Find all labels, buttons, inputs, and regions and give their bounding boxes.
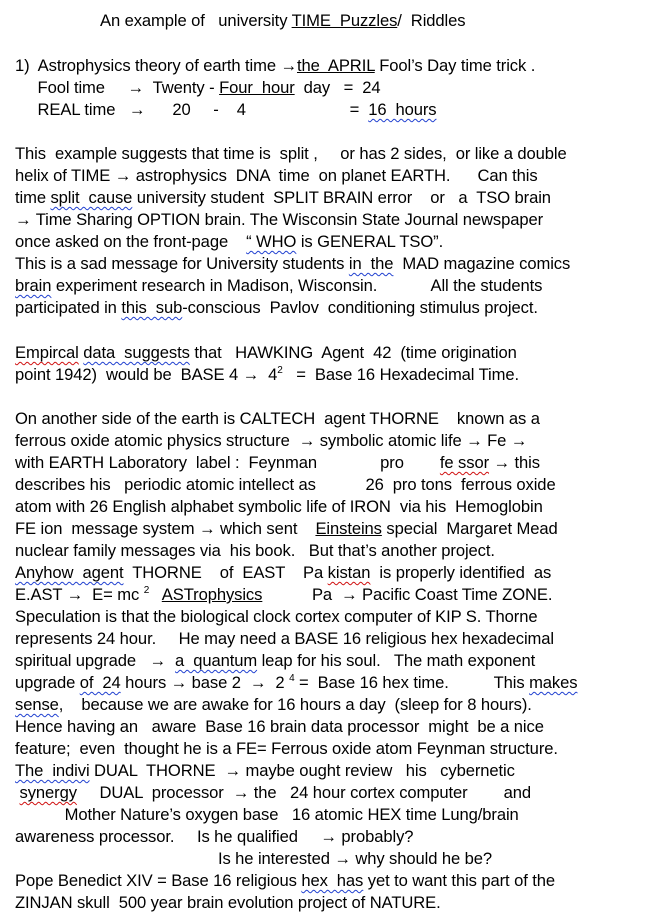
text-span: FE ion message system → which sent <box>15 519 316 538</box>
text-line <box>15 518 558 540</box>
text-line: ferrous oxide atomic physics structure → symbolic atomic life → Fe → <box>15 431 528 450</box>
underlined-span: ASTrophysics <box>161 585 263 604</box>
spelling-error-span: kistan <box>327 563 371 582</box>
text-span: upgrade <box>15 673 80 692</box>
text-line <box>15 342 517 364</box>
grammar-flag-span: The indivi <box>15 761 90 780</box>
text-line <box>15 231 443 253</box>
spelling-error-span: fe ssor <box>439 453 490 472</box>
grammar-flag-span: sense <box>15 695 59 714</box>
text-span: with EARTH Laboratory label : Feynman pro <box>15 453 440 472</box>
text-line <box>15 364 519 386</box>
text-span: experiment research in Madison, Wisconsin. All the students <box>51 276 543 295</box>
text-line <box>15 253 570 275</box>
text-span: Fool time → Twenty - <box>15 78 220 97</box>
text-line <box>15 760 515 782</box>
text-line <box>15 584 552 606</box>
grammar-flag-span: makes <box>529 673 578 692</box>
title-part: An example of university <box>100 11 292 30</box>
text-line <box>15 870 555 892</box>
text-line: Speculation is that the biological clock cortex computer of KIP S. Thorne <box>15 607 538 626</box>
grammar-flag-span: in the <box>348 254 394 273</box>
text-span: This is a sad message for University students <box>15 254 349 273</box>
text-span: , because we are awake for 16 hours a day (sleep for 8 hours). <box>58 695 532 714</box>
spelling-error-span: Empircal <box>15 343 79 362</box>
grammar-flag-span: data suggests <box>83 343 190 362</box>
text-span: time <box>15 188 51 207</box>
text-span: yet to want this part of the <box>363 871 555 890</box>
text-line: helix of TIME → astrophysics DNA time on planet EARTH. Can this <box>15 166 538 185</box>
text-span: that HAWKING Agent 42 (time origination <box>189 343 517 362</box>
text-span: point 1942) would be BASE 4 → 4 <box>15 365 278 384</box>
text-line <box>15 55 535 77</box>
text-span: Pope Benedict XIV = Base 16 religious <box>15 871 302 890</box>
text-span: participated in <box>15 298 122 317</box>
text-line <box>15 672 577 694</box>
document-title <box>100 10 465 32</box>
text-span: 1) Astrophysics theory of earth time → <box>15 56 297 75</box>
title-underlined-part: TIME Puzzles <box>291 11 398 30</box>
text-line <box>15 650 535 672</box>
text-line <box>15 99 436 121</box>
superscript: 2 <box>143 585 150 596</box>
text-span: → this <box>489 453 540 472</box>
text-span: THORNE of EAST Pa <box>123 563 328 582</box>
text-line <box>15 77 381 99</box>
text-line: → Time Sharing OPTION brain. The Wisconsin State Journal newspaper <box>15 210 544 229</box>
text-span: university student SPLIT BRAIN error or a TSO brain <box>132 188 551 207</box>
text-line <box>15 782 531 804</box>
underlined-span: Four hour <box>219 78 295 97</box>
text-span: is properly identified as <box>370 563 552 582</box>
underlined-span: Einsteins <box>315 519 382 538</box>
text-line: atom with 26 English alphabet symbolic life of IRON via his Hemoglobin <box>15 497 543 516</box>
text-span: DUAL processor → the 24 hour cortex computer and <box>76 783 532 802</box>
text-span: hours → base 2 → 2 <box>120 673 290 692</box>
text-line: nuclear family messages via his book. But that’s another project. <box>15 541 495 560</box>
text-span: REAL time → 20 - 4 = <box>15 100 369 119</box>
text-line <box>15 275 542 297</box>
text-line: represents 24 hour. He may need a BASE 16 religious hex hexadecimal <box>15 629 554 648</box>
spelling-error-span: synergy <box>19 783 77 802</box>
text-line: This example suggests that time is split , or has 2 sides, or like a double <box>15 144 567 163</box>
text-span: Fool’s Day time trick . <box>374 56 536 75</box>
text-span: DUAL THORNE → maybe ought review his cybernetic <box>89 761 515 780</box>
grammar-flag-span: “ WHO <box>246 232 297 251</box>
text-span: = Base 16 Hexadecimal Time. <box>282 365 519 384</box>
text-span: day = 24 <box>294 78 381 97</box>
text-line <box>15 562 551 584</box>
text-span: E.AST → E= mc <box>15 585 144 604</box>
text-span: = Base 16 hex time. This <box>294 673 530 692</box>
grammar-flag-span: a quantum <box>175 651 258 670</box>
underlined-span: the APRIL <box>297 56 375 75</box>
text-span: once asked on the front-page <box>15 232 247 251</box>
text-line: On another side of the earth is CALTECH agent THORNE known as a <box>15 409 540 428</box>
text-span: leap for his soul. The math exponent <box>257 651 536 670</box>
title-part: / Riddles <box>397 11 466 30</box>
grammar-flag-span: Anyhow agent <box>15 563 124 582</box>
grammar-flag-span: hex has <box>301 871 364 890</box>
text-line <box>15 452 540 474</box>
text-line: Hence having an aware Base 16 brain data processor might be a nice <box>15 717 544 736</box>
superscript: 2 <box>277 365 283 376</box>
grammar-flag-span: split cause <box>50 188 133 207</box>
text-span: -conscious Pavlov conditioning stimulus project. <box>182 298 538 317</box>
text-line: Is he interested → why should he be? <box>15 849 493 868</box>
text-line: describes his periodic atomic intellect as 26 pro tons ferrous oxide <box>15 475 556 494</box>
text-line <box>15 297 538 319</box>
text-span: is GENERAL TSO”. <box>296 232 444 251</box>
text-line <box>15 694 532 716</box>
grammar-flag-span: 16 hours <box>368 100 437 119</box>
text-line: feature; even thought he is a FE= Ferrous oxide atom Feynman structure. <box>15 739 558 758</box>
text-span: spiritual upgrade → <box>15 651 176 670</box>
text-span <box>149 585 162 604</box>
text-line: awareness processor. Is he qualified → probably? <box>15 827 414 846</box>
text-span: MAD magazine comics <box>393 254 571 273</box>
text-line: ZINJAN skull 500 year brain evolution project of NATURE. <box>15 893 441 912</box>
grammar-flag-span: of 24 <box>79 673 121 692</box>
superscript: 4 <box>289 673 295 684</box>
text-span: Pa → Pacific Coast Time ZONE. <box>262 585 553 604</box>
text-line: Mother Nature’s oxygen base 16 atomic HEX time Lung/brain <box>15 805 519 824</box>
text-line <box>15 187 551 209</box>
grammar-flag-span: this sub <box>121 298 183 317</box>
grammar-flag-span: brain <box>15 276 52 295</box>
text-span: special Margaret Mead <box>381 519 558 538</box>
